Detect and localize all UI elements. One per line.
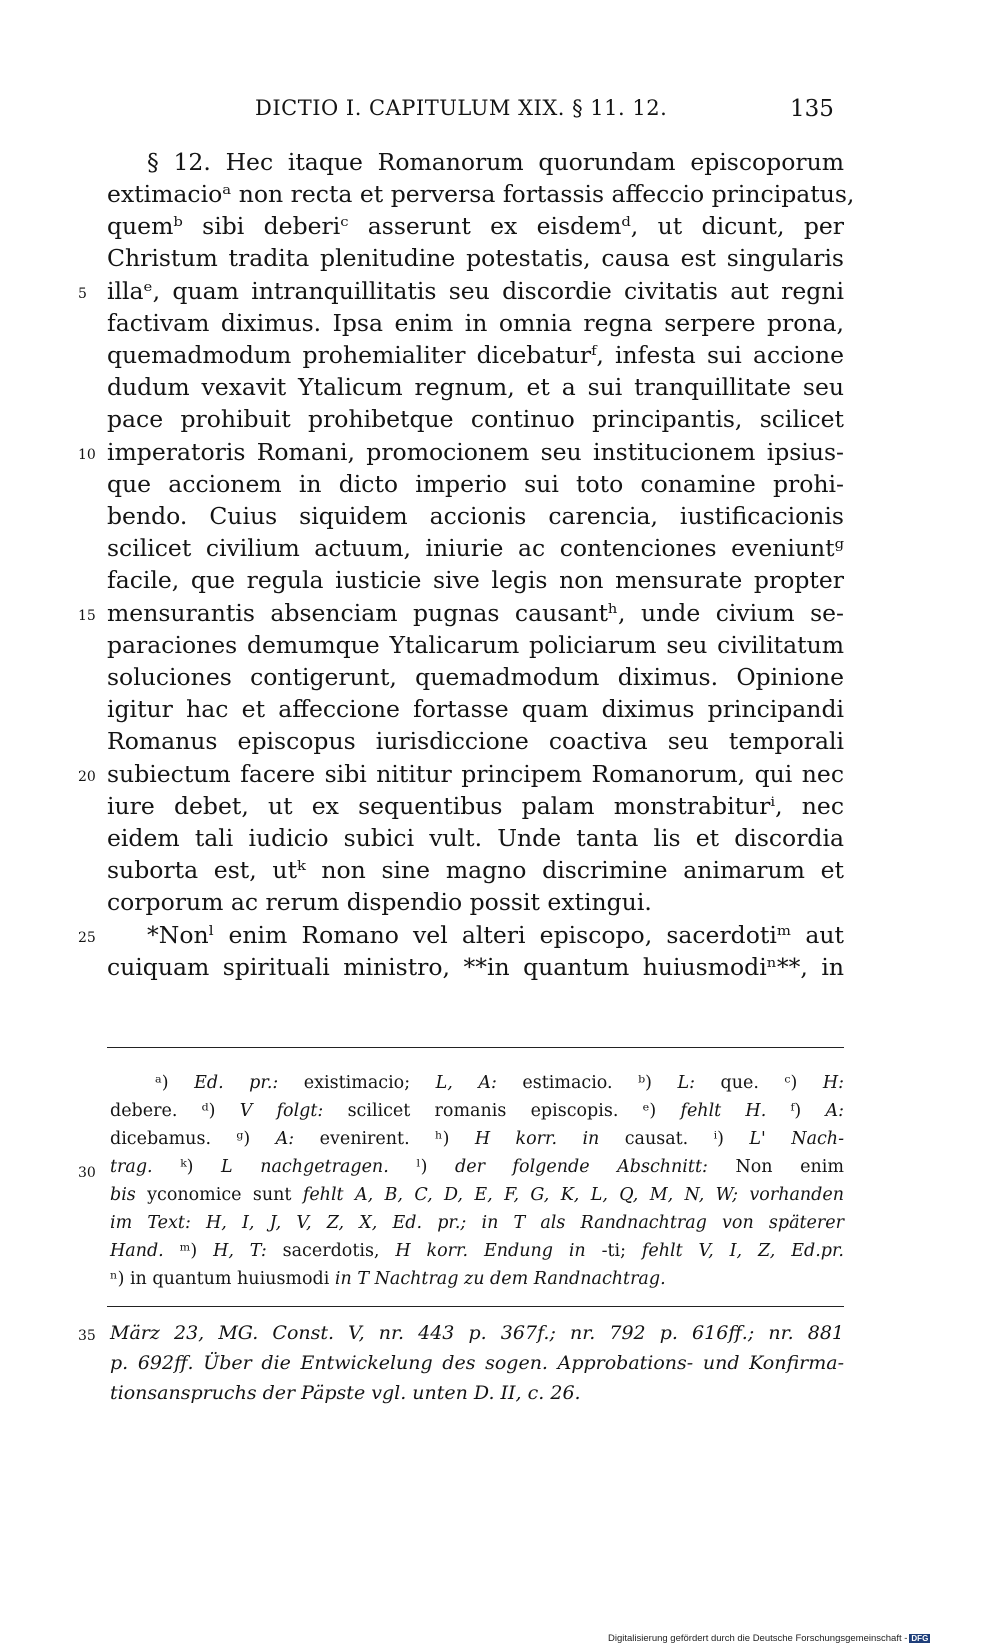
body-line: dudum vexavit Ytalicum regnum, et a sui tranquillitate seu [107, 373, 844, 401]
body-line: factivam diximus. Ipsa enim in omnia regna serpere prona, [107, 309, 844, 337]
historical-note-divider [107, 1306, 844, 1307]
footnote-line: bis yconomice sunt fehlt A, B, C, D, E, F, G, K, L, Q, M, N, W; vorhanden [110, 1185, 844, 1205]
line-number: 35 [78, 1328, 96, 1344]
body-line: que accionem in dicto imperio sui toto conamine prohi- [107, 470, 844, 498]
line-number: 10 [78, 447, 96, 463]
historical-note-line: März 23, MG. Const. V, nr. 443 p. 367f.; nr. 792 p. 616ff.; nr. 881 [110, 1322, 844, 1344]
body-line: cuiquam spirituali ministro, **in quantum huiusmodiⁿ**, in [107, 953, 844, 981]
historical-note-line: tionsanspruchs der Päpste vgl. unten D. II, c. 26. [110, 1382, 581, 1404]
line-number: 25 [78, 930, 96, 946]
body-line: facile, que regula iusticie sive legis non mensurate propter [107, 566, 844, 594]
body-line: igitur hac et affeccione fortasse quam diximus principandi [107, 695, 844, 723]
line-number: 20 [78, 769, 96, 785]
body-line: Romanus episcopus iurisdiccione coactiva seu temporali [107, 727, 844, 755]
body-line: § 12. Hec itaque Romanorum quorundam episcoporum [147, 148, 844, 176]
line-number: 30 [78, 1165, 96, 1181]
footnote-line: im Text: H, I, J, V, Z, X, Ed. pr.; in T als Randnachtrag von späterer [110, 1213, 844, 1233]
footnote-line: debere. ᵈ) V folgt: scilicet romanis episcopis. ᵉ) fehlt H. ᶠ) A: [110, 1101, 844, 1121]
body-line: iure debet, ut ex sequentibus palam monstrabiturⁱ, nec [107, 792, 844, 820]
body-line: pace prohibuit prohibetque continuo principantis, scilicet [107, 405, 844, 433]
running-title: DICTIO I. CAPITULUM XIX. § 11. 12. [255, 96, 668, 120]
footnote-line: dicebamus. ᵍ) A: evenirent. ʰ) H korr. in causat. ⁱ) L' Nach- [110, 1129, 844, 1149]
line-number: 15 [78, 608, 96, 624]
body-line: quemᵇ sibi deberiᶜ asserunt ex eisdemᵈ, ut dicunt, per [107, 212, 844, 240]
dfg-logo: DFG [911, 1634, 929, 1643]
body-line: corporum ac rerum dispendio possit extingui. [107, 888, 652, 916]
footnote-divider [107, 1047, 844, 1048]
body-line: illaᵉ, quam intranquillitatis seu discordie civitatis aut regni [107, 277, 844, 305]
body-line: paraciones demumque Ytalicarum policiarum seu civilitatum [107, 631, 844, 659]
body-line: bendo. Cuius siquidem accionis carencia, iustificacionis [107, 502, 844, 530]
body-line: eidem tali iudicio subici vult. Unde tanta lis et discordia [107, 824, 844, 852]
body-line: soluciones contigerunt, quemadmodum diximus. Opinione [107, 663, 844, 691]
body-line: imperatoris Romani, promocionem seu institucionem ipsius- [107, 438, 844, 466]
body-line: quemadmodum prohemialiter dicebaturᶠ, infesta sui accione [107, 341, 844, 369]
digitization-credit [608, 1633, 930, 1644]
body-line: scilicet civilium actuum, iniurie ac contenciones eveniuntᵍ [107, 534, 844, 562]
footnote-line: trag. ᵏ) L nachgetragen. ˡ) der folgende Abschnitt: Non enim [110, 1157, 844, 1177]
line-number: 5 [78, 286, 87, 302]
historical-note-line: p. 692ff. Über die Entwickelung des sogen. Approbations- und Konfirma- [110, 1352, 844, 1374]
footnote-line: ᵃ) Ed. pr.: existimacio; L, A: estimacio. ᵇ) L: que. ᶜ) H: [155, 1073, 845, 1093]
body-line: Christum tradita plenitudine potestatis, causa est singularis [107, 244, 844, 272]
body-line: mensurantis absenciam pugnas causantʰ, unde civium se- [107, 599, 844, 627]
body-line: suborta est, utᵏ non sine magno discrimine animarum et [107, 856, 844, 884]
body-line: *Nonˡ enim Romano vel alteri episcopo, sacerdotiᵐ aut [147, 921, 844, 949]
body-line: subiectum facere sibi nititur principem Romanorum, qui nec [107, 760, 844, 788]
footnote-line: ⁿ) in quantum huiusmodi in T Nachtrag zu dem Randnachtrag. [110, 1269, 666, 1289]
body-line: extimacioᵃ non recta et perversa fortassis affeccio principatus, [107, 180, 855, 208]
footnote-line: Hand. ᵐ) H, T: sacerdotis, H korr. Endung in -ti; fehlt V, I, Z, Ed.pr. [110, 1241, 844, 1261]
digitization-credit-text: Digitalisierung gefördert durch die Deutsche Forschungsgemeinschaft - [608, 1633, 908, 1644]
page-number: 135 [790, 96, 834, 122]
